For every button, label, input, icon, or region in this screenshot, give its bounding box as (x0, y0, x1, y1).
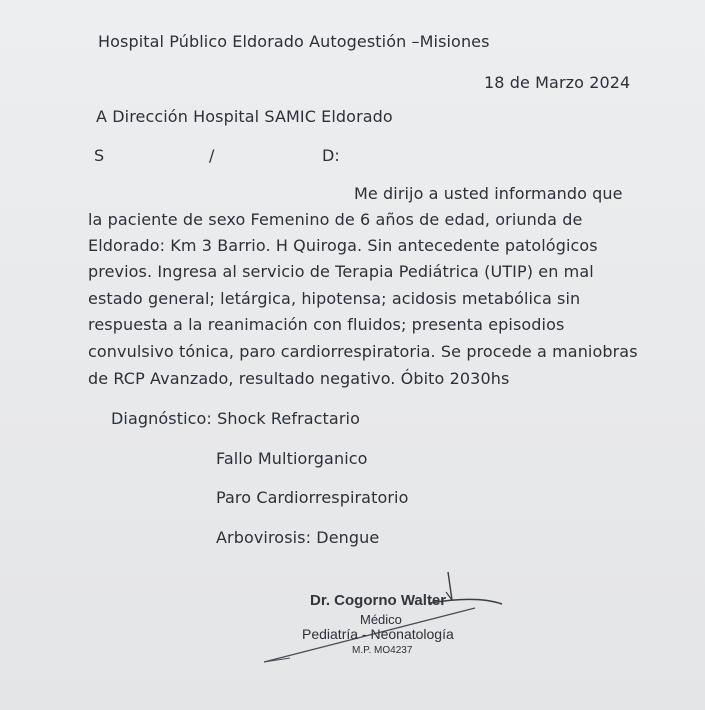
doctor-specialty: Pediatría - Neonatología (302, 626, 454, 642)
body-line: Eldorado: Km 3 Barrio. H Quiroga. Sin antecedente patológicos (88, 236, 598, 255)
body-line: Me dirijo a usted informando que (354, 184, 623, 203)
diagnosis-item: Arbovirosis: Dengue (216, 528, 380, 547)
letter-date: 18 de Marzo 2024 (484, 73, 631, 92)
body-line: de RCP Avanzado, resultado negativo. Óbito 2030hs (88, 369, 510, 388)
diagnosis-label: Diagnóstico: Shock Refractario (111, 409, 360, 428)
recipient-line: A Dirección Hospital SAMIC Eldorado (96, 107, 393, 126)
doctor-name: Dr. Cogorno Walter (310, 592, 447, 609)
body-line: respuesta a la reanimación con fluidos; presenta episodios (88, 315, 565, 334)
doctor-stamp (260, 570, 540, 670)
sd-slash: / (209, 146, 215, 165)
sd-d: D: (322, 146, 340, 165)
doctor-title: Médico (360, 612, 402, 627)
sd-s: S (94, 146, 105, 165)
doctor-registration: M.P. MO4237 (352, 645, 413, 656)
body-line: previos. Ingresa al servicio de Terapia Pediátrica (UTIP) en mal (88, 262, 594, 281)
salutation-sd (0, 146, 705, 168)
diagnosis-item: Paro Cardiorrespiratorio (216, 488, 409, 507)
body-line: convulsivo tónica, paro cardiorrespiratoria. Se procede a maniobras (88, 342, 638, 361)
hospital-header: Hospital Público Eldorado Autogestión –Misiones (98, 32, 490, 51)
body-line: estado general; letárgica, hipotensa; acidosis metabólica sin (88, 289, 581, 308)
body-line: la paciente de sexo Femenino de 6 años de edad, oriunda de (88, 210, 583, 229)
diagnosis-item: Fallo Multiorganico (216, 449, 368, 468)
